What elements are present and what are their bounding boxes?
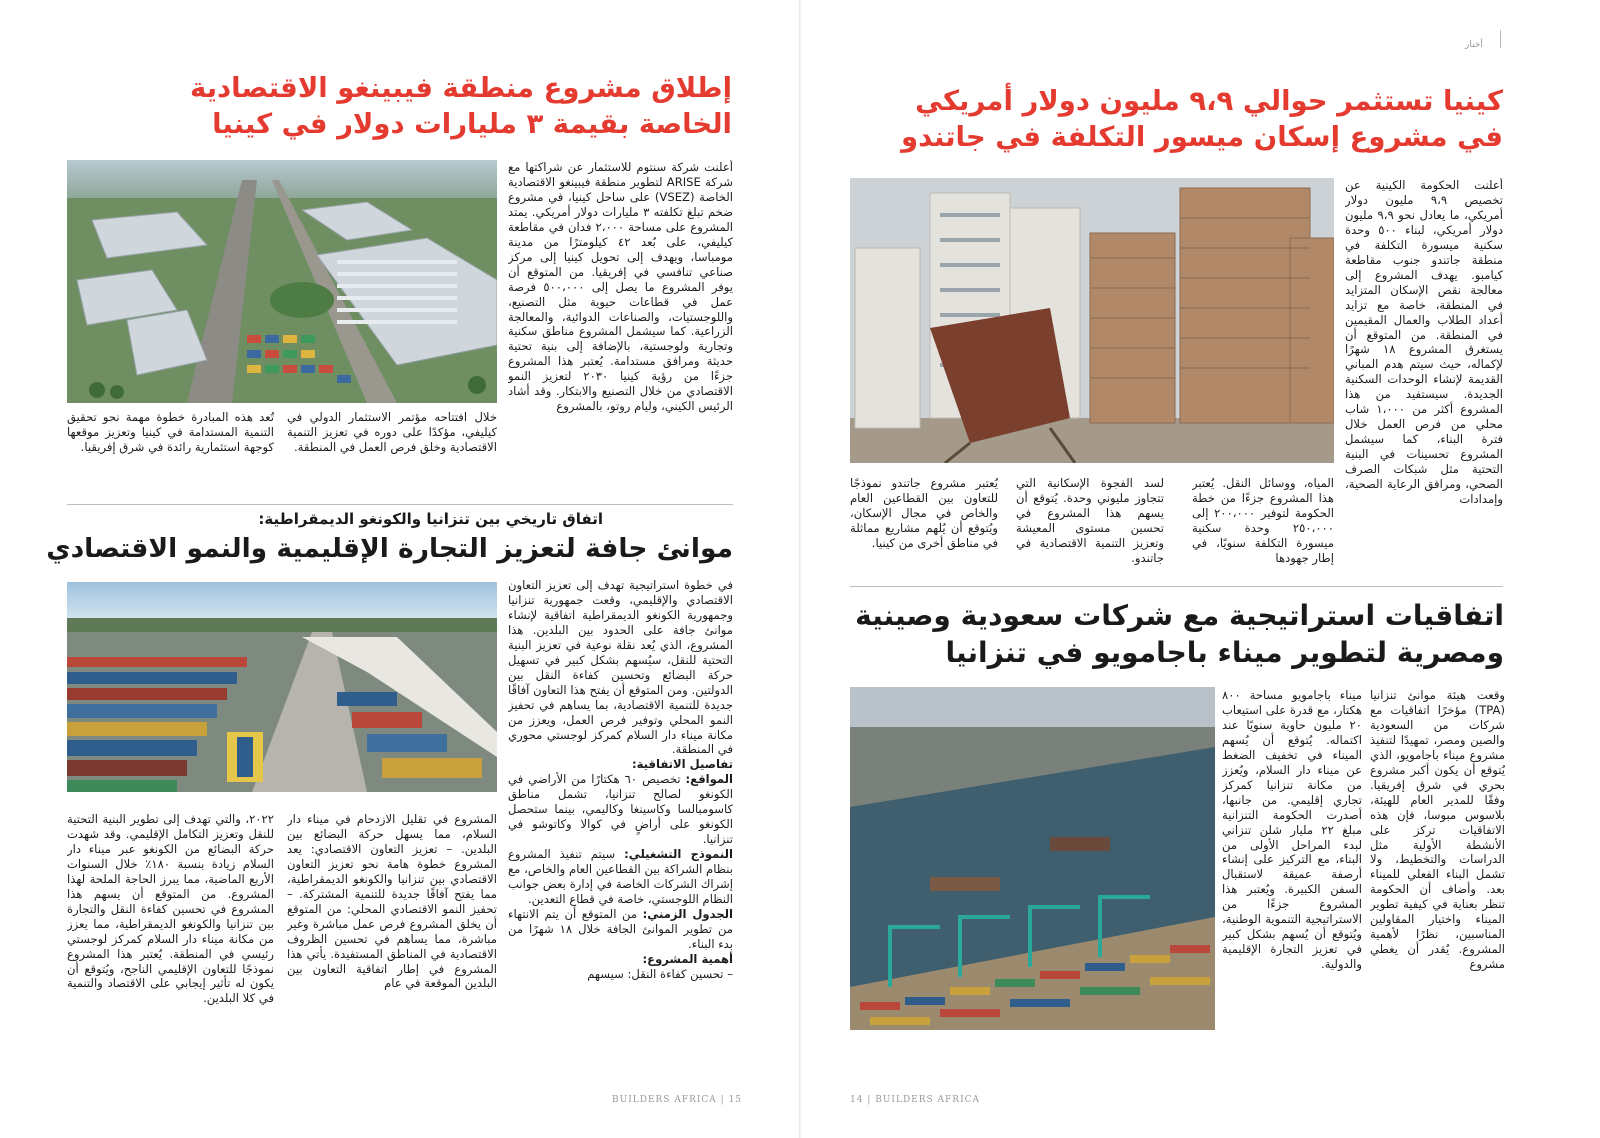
sites-paragraph — [508, 772, 733, 847]
article2-column-left — [1222, 688, 1362, 1083]
article2-intro: في خطوة استراتيجية تهدف إلى تعزيز التعاون الاقتصادي والإقليمي، وقعت جمهورية تنزانيا وجمهورية الكونغو الديمقراطية اتفاقية لإنشاء موانئ جافة على الحدود بين البلدين. هذا المشروع، الذي يُعد نقلة نوعية في تعزيز البنية التحتية للنقل، سيُسهم بشكل كبير في تسهيل حركة البضائع وتحسين كفاءة النقل بين الدولتين. ومن المتوقع أن يفتح هذا التعاون آفاقًا جديدة للتنمية الاقتصادية، بما يساهم في تحفيز النمو المحلي وتوفير فرص العمل، ويعزز من مكانة ميناء دار السلام كمركز لوجستي محوري في المنطقة. — [508, 578, 733, 757]
dry-port-image — [67, 582, 497, 792]
article2-body-text: ٢٠٢٢، والتي تهدف إلى تطوير البنية التحتية للنقل وتعزيز التكامل الإقليمي. وقد شهدت حركة البضائع من الكونغو عبر ميناء دار السلام زيادة بنسبة ١٨٠٪ خلال السنوات الأربع الماضية، مما يبرز الحاجة الملحة لهذا المشروع. من المتوقع أن يسهم هذا المشروع في تحسين كفاءة النقل والتجارة بين تنزانيا والكونغو الديمقراطية، مما يعزز من مكانة ميناء دار السلام كمركز لوجستي رئيسي في المنطقة. يُعتبر هذا المشروع نموذجًا للتعاون الإقليمي الناجح، ويُتوقع أن يكون له تأثير إيجابي على الاقتصاد والتنمية في كلا البلدين. — [67, 812, 274, 1006]
sites-label: المواقع: — [685, 772, 733, 787]
article1-headline — [875, 83, 1503, 156]
article1-body-text: أعلنت الحكومة الكينية عن تخصيص ٩،٩ مليون دولار أمريكي، ما يعادل نحو ٩،٩ مليون دولار أمريكي، لبناء ٥٠٠ وحدة سكنية ميسورة التكلفة في منطقة جاتندو جنوب مقاطعة كيامبو. يهدف المشروع إلى معالجة نقص الإسكان المتزايد في المنطقة، خاصة مع تزايد أعداد الطلاب والعمال المقيمين في المنطقة. من المتوقع أن يستغرق المشروع ١٨ شهرًا لإكماله، حيث سيتم هدم المباني القديمة لإنشاء الوحدات السكنية الجديدة. سيستفيد من هذا المشروع أكثر من ١،٠٠٠ شاب محلي من فرص العمل خلال فترة البناء، كما سيشمل المشروع تحسينات في البنية التحتية مثل شبكات الصرف الصحي، ومرافق الرعاية الصحية، وإمدادات — [1345, 178, 1503, 507]
section-divider — [67, 504, 733, 505]
section-divider — [850, 586, 1503, 587]
article2-body-text: ميناء باجامويو مساحة ٨٠٠ هكتار، مع قدرة على استيعاب ٢٠ مليون حاوية سنويًا عند اكتماله. يُتوقع أن يُسهم الميناء في تخفيف الضغط عن ميناء دار السلام، ويُعزز من مكانة تنزانيا كمركز تجاري إقليمي. من جانبها، أصدرت الحكومة التنزانية مبلغ ٢٢ مليار شلن تنزاني لبدء المراحل الأولى من البناء، مع التركيز على إنشاء أرصفة عميقة لاستقبال السفن الكبيرة. ويُعتبر هذا المشروع جزءًا من الاستراتيجية التنموية الوطنية، ويُتوقع أن يُسهم بشكل كبير في تعزيز التجارة الإقليمية والدولية. — [1222, 688, 1362, 972]
headline-line: في مشروع إسكان ميسور التكلفة في جاتندو — [900, 121, 1503, 154]
housing-image — [850, 178, 1334, 463]
article2-column-right — [1370, 688, 1505, 1083]
article1-body-text: لسد الفجوة الإسكانية التي تتجاوز مليوني وحدة. يُتوقع أن يسهم هذا المشروع في تحسين مستوى المعيشة وتعزيز التنمية الاقتصادية في جاتندو. — [1016, 476, 1164, 565]
sites-text: تخصيص ٦٠ هكتارًا من الأراضي في الكونغو لصالح تنزانيا، تشمل مناطق كاسومبالسا وكاسينغا وكاليمي، بينما ستحصل الكونغو على أراضٍ في كوالا وكاتوشو في تنزانيا. — [508, 772, 733, 847]
importance-text: – تحسين كفاءة النقل: سيسهم — [587, 966, 733, 981]
details-subheading: تفاصيل الاتفاقية: — [631, 757, 733, 772]
section-tag-rule — [1500, 30, 1501, 48]
article1-column-middle — [287, 410, 497, 495]
article1-body-text: يُعتبر مشروع جاتندو نموذجًا للتعاون بين القطاعين العام والخاص في مجال الإسكان، ويُتوقع أن يُلهم مشاريع مماثلة في مناطق أخرى من كينيا. — [850, 476, 998, 550]
page-14 — [800, 0, 1600, 1138]
article1-body-text: أعلنت شركة سنتوم للاستثمار عن شراكتها مع شركة ARISE لتطوير منطقة فيبينغو الاقتصادية الخاصة (VSEZ) على ساحل كينيا، في مشروع ضخم تبلغ تكلفته ٣ مليارات دولار أمريكي. يمتد المشروع على مساحة ٢،٠٠٠ فدان في مقاطعة كيليفي، على بُعد ٤٢ كيلومترًا من مدينة مومباسا، ويهدف إلى تحويل كينيا إلى مركز صناعي تنافسي في إفريقيا. من المتوقع أن يوفر المشروع ما يصل إلى ٥٠٠،٠٠٠ فرصة عمل في قطاعات حيوية مثل التصنيع، واللوجستيات، والصناعات الدوائية، والمعالجة الزراعية. كما سيشمل المشروع مناطق سكنية وتجارية ولوجستية، بالإضافة إلى بنية تحتية حديثة ومرافق مستدامة. يُعتبر هذا المشروع جزءًا من رؤية كينيا ٢٠٣٠ لتعزيز النمو الاقتصادي من خلال التصنيع والابتكار. وقد أشاد الرئيس الكيني، وليام روتو، بالمشروع — [508, 160, 733, 414]
article1-column-right — [1345, 178, 1503, 575]
article2-body-text: المشروع في تقليل الازدحام في ميناء دار السلام، مما يسهل حركة البضائع بين البلدين. – تعزيز التعاون الاقتصادي: يعد المشروع خطوة هامة نحو تعزيز التعاون الاقتصادي بين تنزانيا والكونغو الديمقراطية، مما يفتح آفاقًا جديدة للتنمية المشتركة. – تحفيز النمو الاقتصادي المحلي: من المتوقع أن يخلق المشروع فرص عمل مباشرة وغير مباشرة، مما يساهم في تحسين الظروف الاقتصادية في المناطق المستفيدة. يأتي هذا المشروع في إطار اتفاقية التعاون بين البلدين الموقعة في عام — [287, 812, 497, 991]
article2-body-text: وقعت هيئة موانئ تنزانيا (TPA) مؤخرًا اتفاقيات مع شركات من السعودية والصين ومصر، تمهيدًا لتنفيذ مشروع ميناء باجامويو، الذي يُتوقع أن يكون أكبر مشروع بحري في شرق إفريقيا. وفقًا للمدير العام للهيئة، بلاسوس مبوسا، فإن هذه الاتفاقيات تركز على الأنشطة الأولية مثل الدراسات والتخطيط، ولا تشمل البناء الفعلي للميناء بعد. وأضاف أن الحكومة تنظر بعناية في كيفية تطوير الميناء واختيار المقاولين المناسبين، نظرًا لأهمية المشروع. يُقدر أن يغطي مشروع — [1370, 688, 1505, 972]
headline-line: ومصرية لتطوير ميناء باجامويو في تنزانيا — [945, 635, 1504, 669]
folio-separator: | — [867, 1095, 876, 1105]
timeline-text: من المتوقع أن يتم الانتهاء من تطوير الموانئ الجافة خلال ١٨ شهرًا من بدء البناء. — [508, 906, 733, 951]
folio-separator: | — [720, 1095, 729, 1105]
timeline-label: الجدول الزمني: — [642, 906, 733, 921]
page-number: 15 — [728, 1095, 743, 1105]
container-dry-port-photo — [67, 582, 497, 792]
publication-name: BUILDERS AFRICA — [612, 1095, 717, 1105]
headline-line: كينيا تستثمر حوالي ٩،٩ مليون دولار أمريكي — [915, 85, 1503, 117]
importance-subheading: أهمية المشروع: — [642, 951, 733, 966]
aerial-industrial-zone-render — [67, 160, 497, 403]
page-number: 14 — [850, 1095, 864, 1105]
section-tag: أخبار — [1465, 40, 1483, 50]
model-text: سيتم تنفيذ المشروع بنظام الشراكة بين القطاعين العام والخاص، مع إشراك الشركات الخاصة في إدارة بعض جوانب النظام اللوجستي، خاصة في قطاع التعدين. — [508, 847, 733, 907]
headline-line: اتفاقيات استراتيجية مع شركات سعودية وصينية — [855, 599, 1504, 632]
article2-column-left — [67, 812, 274, 1083]
housing-construction-photo — [850, 178, 1334, 463]
model-paragraph — [508, 847, 733, 907]
headline-line: الخاصة بقيمة ٣ مليارات دولار في كينيا — [212, 108, 732, 141]
article1-column-left — [67, 410, 274, 495]
bagamoyo-port-image — [850, 687, 1215, 1030]
article2-column-middle — [287, 812, 497, 1083]
article1-column-c — [850, 476, 998, 575]
model-label: النموذج التشغيلي: — [624, 847, 733, 862]
page-folio — [850, 1095, 980, 1105]
timeline-paragraph — [508, 907, 733, 952]
article1-body-text: خلال افتتاحه مؤتمر الاستثمار الدولي في كيليفي، مؤكدًا على دوره في تعزيز التنمية الاقتصادية وخلق فرص العمل في المنطقة. — [287, 410, 497, 454]
article1-headline — [150, 70, 732, 143]
article1-column-right — [508, 160, 733, 495]
article1-column-a — [1192, 476, 1334, 575]
article1-column-b — [1016, 476, 1164, 575]
publication-name: BUILDERS AFRICA — [875, 1095, 981, 1105]
article1-body-text: تُعد هذه المبادرة خطوة مهمة نحو تحقيق التنمية المستدامة في كينيا وتعزيز موقعها كوجهة استثمارية رائدة في شرق إفريقيا. — [67, 410, 274, 454]
article2-kicker: اتفاق تاريخي بين تنزانيا والكونغو الديمقراطية: — [258, 510, 603, 528]
article2-column-right — [508, 578, 733, 1083]
port-aerial-photo — [850, 687, 1215, 1030]
article2-headline — [848, 598, 1504, 672]
headline-line: إطلاق مشروع منطقة فيبينغو الاقتصادية — [190, 72, 732, 104]
sez-render-image — [67, 160, 497, 403]
article1-body-text: المياه، ووسائل النقل. يُعتبر هذا المشروع جزءًا من خطة الحكومة لتوفير ٢٠٠،٠٠٠ إلى ٢٥٠،٠٠٠ وحدة سكنية ميسورة التكلفة سنويًا، في إطار جهودها — [1192, 476, 1334, 565]
page-folio — [612, 1095, 742, 1105]
article2-headline: موانئ جافة لتعزيز التجارة الإقليمية والنمو الاقتصادي — [46, 533, 733, 564]
